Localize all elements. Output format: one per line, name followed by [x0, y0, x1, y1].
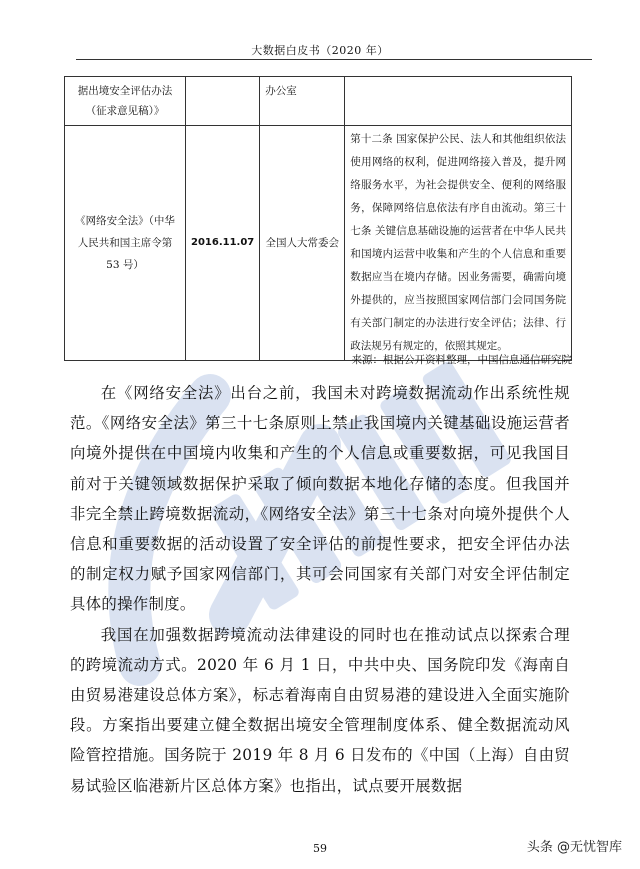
table-row — [65, 77, 572, 126]
table-source-note: 来源：根据公开资料整理，中国信息通信研究院 — [351, 354, 572, 366]
page-header-title: 大数据白皮书（2020 年） — [251, 44, 389, 57]
paragraph: 我国在加强数据跨境流动法律建设的同时也在推动试点以探索合理的跨境流动方式。2020 年 6 月 1 日，中共中央、国务院印发《海南自由贸易港建设总体方案》，标志着海南自由贸易港的建设进入全面实施阶段。方案指出要建立健全数据出境安全管理制度体系、健全数据流动风险管控措施。国务院于 2019 年 8 月 6 日发布的《中国（上海）自由贸易试验区临港新片区总体方案》也指出，试点要开展数据 — [70, 625, 570, 795]
toutiao-source-label: 头条 @无忧智库 — [526, 840, 622, 855]
law-table — [64, 76, 572, 361]
paragraph: 在《网络安全法》出台之前，我国未对跨境数据流动作出系统性规范。《网络安全法》第三十七条原则上禁止我国境内关键基础设施运营者向境外提供在中国境内收集和产生的个人信息或重要数据，可见我国目前对于关键领域数据保护采取了倾向数据本地化存储的态度。但我国并非完全禁止跨境数据流动，《网络安全法》第三十七条对向境外提供个人信息和重要数据的活动设置了安全评估的前提性要求，把安全评估办法的制定权力赋予国家网信部门，其可会同国家有关部门对安全评估制定具体的操作制度。 — [70, 384, 570, 614]
law-name-cell: 《网络安全法》（中华人民共和国主席令第 53 号） — [65, 126, 186, 361]
law-agency-cell: 全国人大常委会 — [260, 126, 345, 361]
law-content-cell: 第十二条 国家保护公民、法人和其他组织依法使用网络的权利，促进网络接入普及，提升网络服务水平，为社会提供安全、便利的网络服务，保障网络信息依法有序自由流动。第三十七条 关键信息基础设施的运营者在中华人民共和国境内运营中收集和产生的个人信息和重要数据应当在境内存储。因业务需要，确需向境外提供的，应当按照国家网信部门会同国务院有关部门制定的办法进行安全评估；法律、行政法规另有规定的，依照其规定。 — [345, 126, 572, 361]
law-agency-cell: 办公室 — [260, 77, 345, 126]
law-date-cell — [186, 77, 260, 126]
table-row — [65, 126, 572, 361]
law-date-cell: 2016.11.07 — [186, 126, 260, 361]
law-content-cell — [345, 77, 572, 126]
law-name-cell: 据出境安全评估办法（征求意见稿）》 — [65, 77, 186, 126]
page-number: 59 — [313, 842, 327, 855]
header-divider — [76, 59, 592, 60]
body-text — [70, 378, 570, 801]
